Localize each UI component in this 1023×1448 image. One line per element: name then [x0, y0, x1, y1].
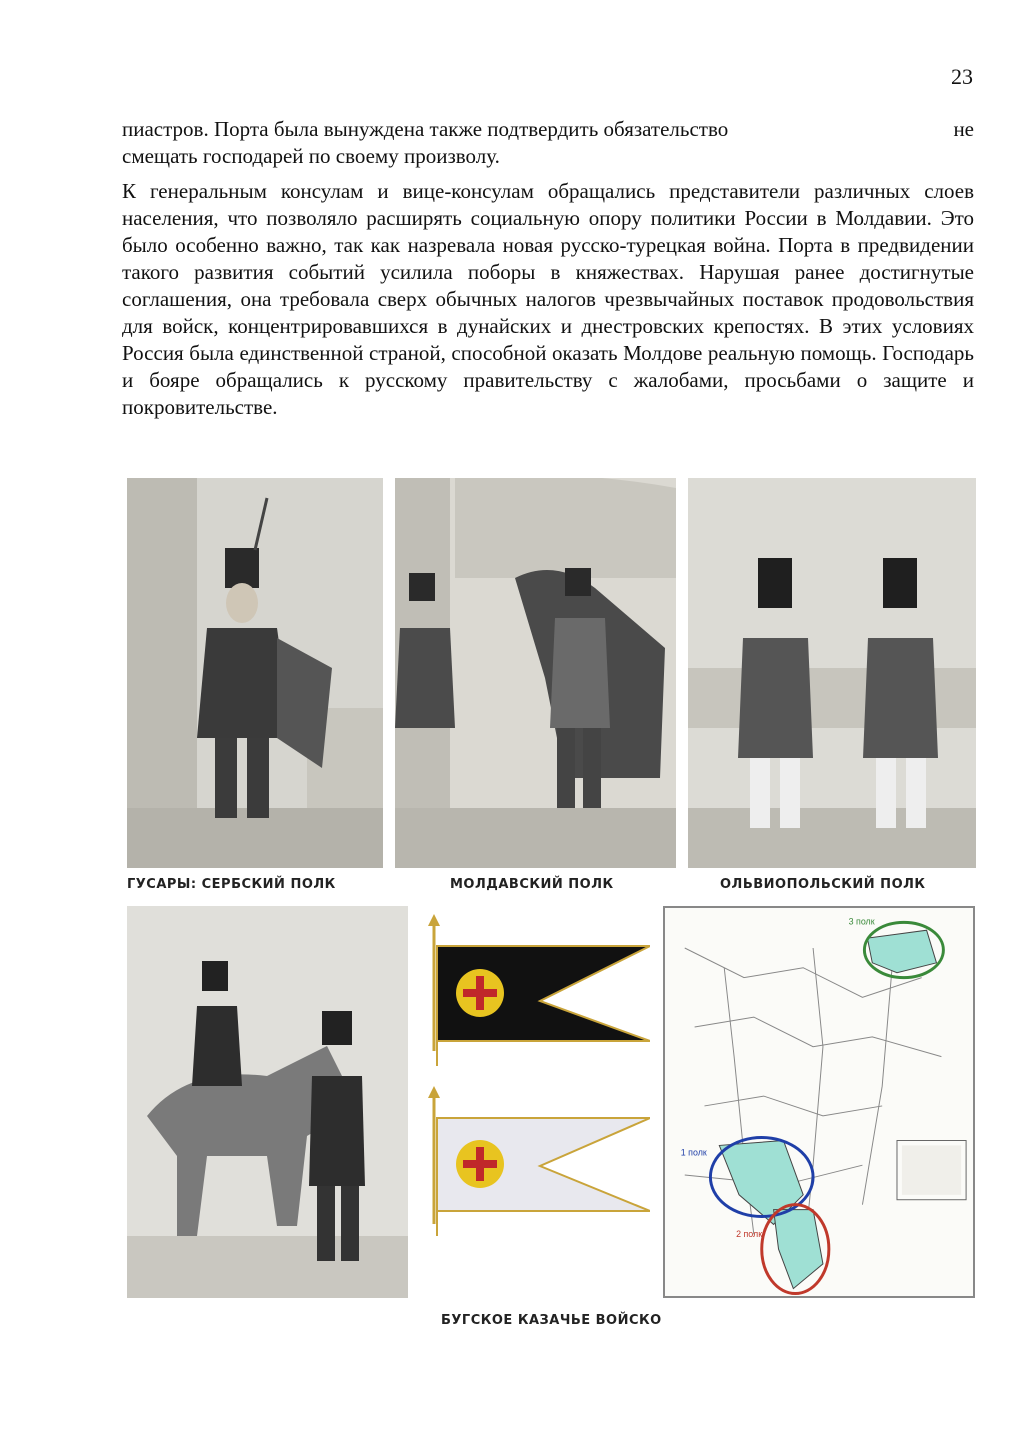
paragraph-1-line-1-end: не	[953, 117, 974, 141]
bug-cossack-map	[663, 906, 975, 1298]
map-label-regiment-1: 1 полк	[680, 1147, 707, 1158]
caption-bug-cossack-host: БУГСКОЕ КАЗАЧЬЕ ВОЙСКО	[441, 1313, 662, 1328]
bug-cossack-flags	[420, 906, 650, 1298]
paragraph-1	[122, 116, 974, 170]
olviopol-regiment-illustration	[688, 478, 976, 868]
paragraph-2: К генеральным консулам и вице-консулам обращались представители различных слоев населения, что позволяло расширять социальную опору политики России в Молдавии. Это было особенно важно, так как назревала новая русско-турецкая война. Порта в предвидении такого развития событий усилила поборы в княжествах. Нарушая ранее достигнутые соглашения, она требовала сверх обычных налогов чрезвычайных поставок продовольствия для войск, концентрировавшихся в дунайских и днестровских крепостях. В этих условиях Россия была единственной страной, способной оказать Молдове реальную помощь. Господарь и бояре обращались к русскому правительству с жалобами, просьбами о защите и покровительстве.	[122, 179, 974, 419]
serbian-hussar-illustration	[127, 478, 383, 868]
map-label-regiment-3: 3 полк	[848, 916, 875, 927]
caption-olviopol-regiment: ОЛЬВИОПОЛЬСКИЙ ПОЛК	[720, 877, 926, 892]
paragraph-1-line-1: пиастров. Порта была вынуждена также подтвердить обязательство	[122, 117, 729, 141]
map-label-regiment-2: 2 полк	[736, 1229, 763, 1240]
moldavian-regiment-illustration	[395, 478, 676, 868]
bug-cossack-illustration	[127, 906, 408, 1298]
page-number: 23	[951, 64, 973, 89]
caption-moldavian-regiment: МОЛДАВСКИЙ ПОЛК	[450, 877, 614, 892]
paragraph-1-line-2: смещать господарей по своему произволу.	[122, 144, 500, 168]
caption-serbian-hussars: ГУСАРЫ: СЕРБСКИЙ ПОЛК	[127, 877, 336, 892]
